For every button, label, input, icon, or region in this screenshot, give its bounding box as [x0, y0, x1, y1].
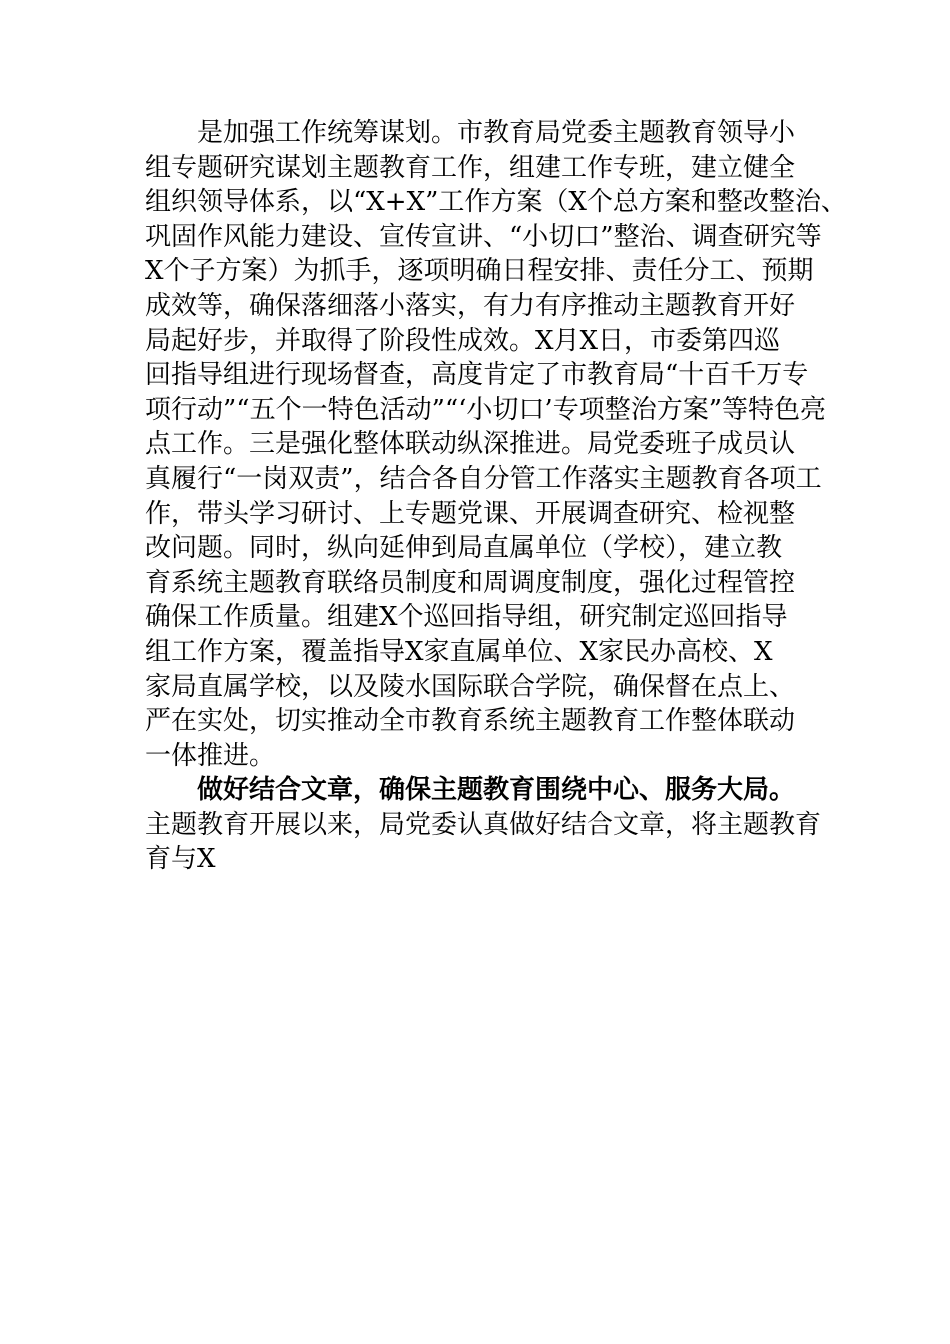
- text-line: 改问题。同时，纵向延伸到局直属单位（学校），建立教: [145, 533, 783, 564]
- text-line: 育与X: [145, 844, 216, 875]
- text-line: 育系统主题教育联络员制度和周调度制度，强化过程管控: [145, 567, 796, 598]
- text-line: 一体推进。: [145, 740, 276, 771]
- paragraph-integration: [145, 808, 822, 877]
- text-line: 主题教育开展以来，局党委认真做好结合文章，将主题教育: [145, 809, 822, 840]
- text-line: 巩固作风能力建设、宣传宣讲、“小切口”整治、调查研究等: [145, 221, 822, 252]
- text-line: 点工作。三是强化整体联动纵深推进。局党委班子成员认: [145, 429, 796, 460]
- text-line: 组工作方案，覆盖指导X家直属单位、X家民办高校、X: [145, 636, 773, 667]
- text-line: 回指导组进行现场督查，高度肯定了市教育局“十百千万专: [145, 360, 809, 391]
- text-line: 成效等，确保落细落小落实，有力有序推动主题教育开好: [145, 290, 796, 321]
- paragraph-work-coordination: [145, 116, 847, 773]
- text-line: X个子方案）为抓手，逐项明确日程安排、责任分工、预期: [145, 256, 814, 287]
- text-line: 作，带头学习研讨、上专题党课、开展调查研究、检视整: [145, 498, 796, 529]
- text-line: 项行动”“五个一特色活动”“‘小切口’专项整治方案”等特色亮: [145, 394, 826, 425]
- text-line: 家局直属学校，以及陵水国际联合学院，确保督在点上、: [145, 671, 796, 702]
- text-line: 确保工作质量。组建X个巡回指导组，研究制定巡回指导: [145, 602, 788, 633]
- text-line: 真履行“一岗双责”，结合各自分管工作落实主题教育各项工: [145, 463, 822, 494]
- text-line: 局起好步，并取得了阶段性成效。X月X日，市委第四巡: [145, 325, 781, 356]
- document-body: [145, 116, 847, 877]
- section-heading: 做好结合文章，确保主题教育围绕中心、服务大局。: [197, 775, 796, 806]
- text-line: 组专题研究谋划主题教育工作，组建工作专班，建立健全: [145, 152, 796, 183]
- text-line: 组织领导体系，以“X+X”工作方案（X个总方案和整改整治、: [145, 187, 847, 218]
- text-line: 是加强工作统筹谋划。市教育局党委主题教育领导小: [197, 118, 796, 148]
- text-line: 严在实处，切实推动全市教育系统主题教育工作整体联动: [145, 706, 796, 737]
